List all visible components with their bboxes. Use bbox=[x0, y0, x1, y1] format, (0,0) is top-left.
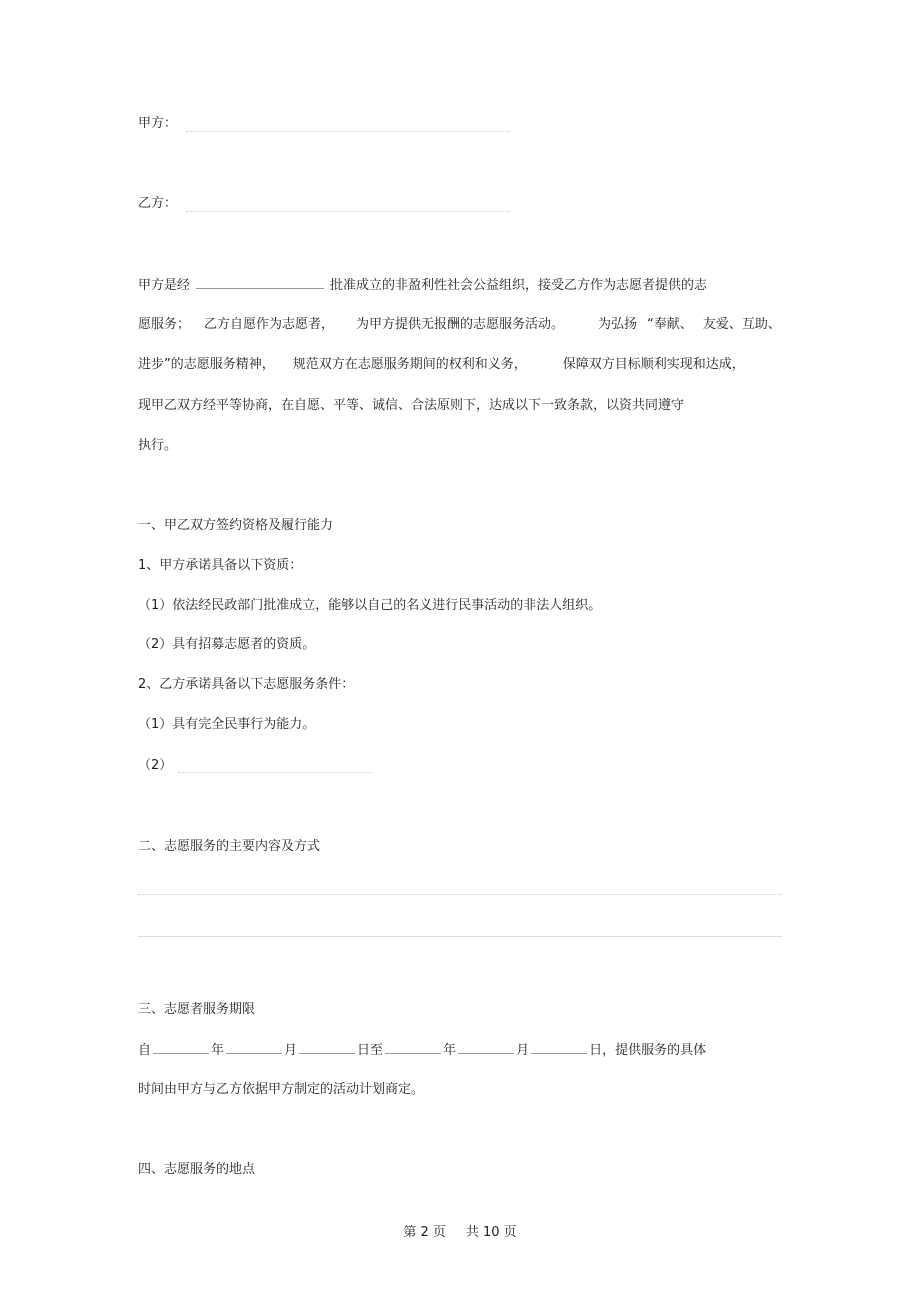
intro-text: 乙方自愿作为志愿者， bbox=[204, 317, 335, 332]
party-a-line bbox=[138, 115, 177, 133]
page-total: 共 10 页 bbox=[465, 1225, 517, 1240]
section-1-item-1-2 bbox=[138, 636, 315, 654]
clause-text: 年 bbox=[443, 1043, 457, 1058]
section-heading: 四、志愿服务的地点 bbox=[138, 1162, 256, 1177]
intro-line-4 bbox=[138, 397, 684, 415]
party-a-label: 甲方： bbox=[138, 116, 178, 131]
end-day-blank[interactable] bbox=[531, 1041, 587, 1054]
clause-text: 月 bbox=[284, 1043, 298, 1058]
intro-text: 进步”的志愿服务精神， bbox=[138, 357, 275, 372]
intro-text: 为甲方提供无报酬的志愿服务活动。 bbox=[356, 317, 565, 332]
section-3-title bbox=[138, 1001, 255, 1019]
page-number: 第 2 页 bbox=[403, 1225, 446, 1240]
intro-line-5 bbox=[138, 437, 177, 455]
section-2-title bbox=[138, 838, 320, 856]
approval-authority-blank[interactable] bbox=[196, 276, 324, 289]
intro-text: 甲方是经 bbox=[138, 278, 191, 293]
party-b-line bbox=[138, 195, 177, 213]
section-heading: 一、甲乙双方签约资格及履行能力 bbox=[138, 518, 334, 533]
intro-text: 愿服务； bbox=[138, 317, 191, 332]
clause-text: 月 bbox=[516, 1043, 530, 1058]
start-year-blank[interactable] bbox=[153, 1041, 209, 1054]
clause-text: 时间由甲方与乙方依据甲方制定的活动计划商定。 bbox=[138, 1082, 425, 1097]
service-period-line-2 bbox=[138, 1081, 424, 1099]
start-month-blank[interactable] bbox=[226, 1041, 282, 1054]
intro-line-2 bbox=[138, 316, 781, 334]
section-heading: 二、志愿服务的主要内容及方式 bbox=[138, 839, 321, 854]
clause-text: （2）具有招募志愿者的资质。 bbox=[138, 637, 316, 652]
service-period-line bbox=[138, 1041, 706, 1060]
section-1-title bbox=[138, 517, 333, 535]
service-content-blank-2[interactable] bbox=[138, 936, 782, 937]
section-4-title bbox=[138, 1161, 255, 1179]
end-month-blank[interactable] bbox=[458, 1041, 514, 1054]
party-b-label: 乙方： bbox=[138, 196, 178, 211]
end-year-blank[interactable] bbox=[385, 1041, 441, 1054]
clause-text: 1、甲方承诺具备以下资质： bbox=[138, 558, 303, 573]
section-1-item-2-1 bbox=[138, 716, 315, 734]
party-b-blank[interactable] bbox=[186, 211, 510, 212]
clause-text: 2、乙方承诺具备以下志愿服务条件： bbox=[138, 677, 355, 692]
intro-text: 为弘扬 bbox=[598, 317, 638, 332]
section-1-item-2-2 bbox=[138, 757, 172, 775]
clause-text: （1）具有完全民事行为能力。 bbox=[138, 717, 316, 732]
start-day-blank[interactable] bbox=[299, 1041, 355, 1054]
clause-text: 年 bbox=[211, 1043, 225, 1058]
intro-text: 执行。 bbox=[138, 438, 178, 453]
intro-text: 规范双方在志愿服务期间的权利和义务， bbox=[292, 357, 527, 372]
section-1-item-1 bbox=[138, 557, 302, 575]
intro-text: 批准成立的非盈利性社会公益组织，接受乙方作为志愿者提供的志 bbox=[330, 278, 708, 293]
clause-text: 自 bbox=[138, 1043, 152, 1058]
section-1-item-1-1 bbox=[138, 597, 601, 615]
intro-text: 友爱、互助、 bbox=[702, 317, 781, 332]
section-1-item-2 bbox=[138, 676, 354, 694]
clause-text: 日至 bbox=[357, 1043, 384, 1058]
intro-text: 现甲乙双方经平等协商，在自愿、平等、诚信、合法原则下，达成以下一致条款，以资共同遵守 bbox=[138, 398, 685, 413]
page-footer bbox=[0, 1221, 920, 1240]
section-heading: 三、志愿者服务期限 bbox=[138, 1002, 256, 1017]
clause-text: （1）依法经民政部门批准成立，能够以自己的名义进行民事活动的非法人组织。 bbox=[138, 598, 602, 613]
condition-2-blank[interactable] bbox=[178, 772, 372, 773]
intro-text: “奉献、 bbox=[647, 317, 693, 332]
intro-line-3 bbox=[138, 356, 745, 374]
intro-line-1 bbox=[138, 276, 707, 295]
intro-text: 保障双方目标顺利实现和达成， bbox=[562, 357, 745, 372]
clause-text: 日，提供服务的具体 bbox=[589, 1043, 707, 1058]
clause-text: （2） bbox=[138, 758, 173, 773]
service-content-blank-1[interactable] bbox=[138, 894, 782, 895]
party-a-blank[interactable] bbox=[186, 131, 510, 132]
